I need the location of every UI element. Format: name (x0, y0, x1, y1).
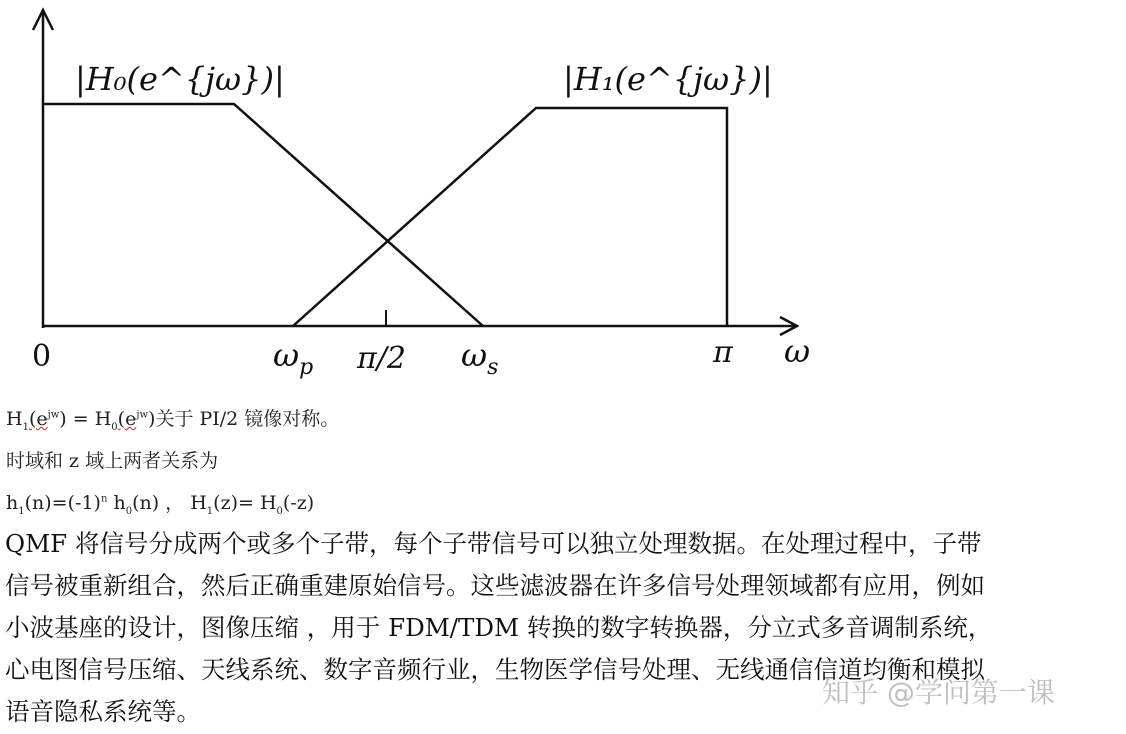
symmetry-note: $H_1(e^{jw}) = H_0(e^{jw})$关于 PI/2 镜像对称。 (6, 408, 340, 433)
paragraph-line-1: QMF 将信号分成两个或多个子带，每个子带信号可以独立处理数据。在处理过程中，子带 (5, 529, 982, 558)
tick-omega-s: $\omega_s$ (461, 336, 499, 380)
paragraph-line-3: 小波基座的设计，图像压缩 ，用于 FDM/TDM 转换的数字转换器，分立式多音调制系统， (5, 613, 993, 642)
tick-omega-s-sub: s (487, 355, 499, 380)
paragraph-line-5: 语音隐私系统等。 (5, 697, 201, 726)
h0-label: |H₀(e^{jω})| (75, 60, 285, 98)
tick-omega-p-sub: p (299, 355, 314, 380)
relation-formula: $h_1(n)=(-1)^n$ $h_0(n)$ ， $H_1(z)= H_0(-z)$ (6, 492, 315, 517)
paragraph-line-2: 信号被重新组合，然后正确重建原始信号。这些滤波器在许多信号处理领域都有应用，例如 (5, 571, 985, 600)
tick-omega-p: $\omega_p$ (273, 336, 314, 380)
h1-label: |H₁(e^{jω})| (563, 60, 773, 98)
h1-response-curve (293, 108, 727, 326)
relation-heading: 时域和 z 域上两者关系为 (6, 450, 219, 472)
axis-omega: ω (784, 332, 811, 370)
zhihu-watermark: 知乎 @学问第一课 (822, 676, 1055, 709)
tick-pi: π (713, 335, 733, 370)
tick-zero: 0 (32, 339, 52, 374)
tick-pi-half: π/2 (357, 341, 406, 376)
paragraph-line-4: 心电图信号压缩、天线系统、数字音频行业，生物医学信号处理、无线通信信道均衡和模拟 (5, 655, 985, 684)
